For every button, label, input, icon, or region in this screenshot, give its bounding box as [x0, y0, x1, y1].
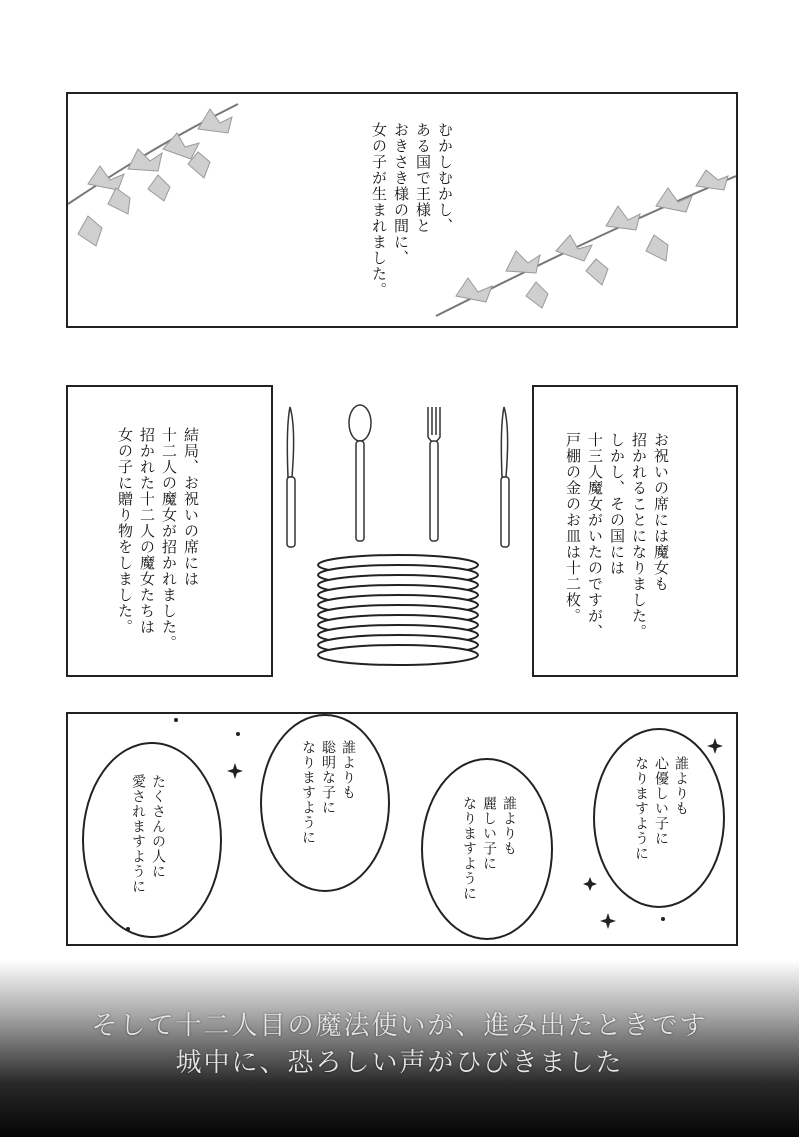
- witches-invited-line-1: 結局、お祝いの席には: [182, 427, 200, 587]
- footer-line-2: 城中に、恐ろしい声がひびきました: [175, 1048, 624, 1078]
- thirteen-witches-narration: [562, 432, 672, 672]
- bubble-loved-line-2: 愛されますように: [130, 774, 146, 894]
- ivy-branch-bottom-right: [416, 156, 736, 326]
- bubble-beautiful-line-3: なりますように: [461, 796, 477, 901]
- panel-witches-invited: [66, 385, 273, 677]
- bubble-beautiful-line-2: 麗しい子に: [481, 796, 497, 871]
- bubble-wise-line-1: 誰よりも: [340, 740, 356, 800]
- sparkle-decorations: [68, 714, 738, 946]
- cutlery-illustration: [278, 395, 528, 675]
- bubble-kind-line-2: 心優しい子に: [653, 756, 669, 846]
- opening-line-1: むかしむかし、: [436, 122, 454, 234]
- thirteen-witches-line-2: 招かれることになりました。: [630, 432, 648, 640]
- thirteen-witches-line-1: お祝いの席には魔女も: [652, 432, 670, 592]
- witches-invited-line-3: 招かれた十二人の魔女たちは: [138, 427, 156, 635]
- panel-blessings: [66, 712, 738, 946]
- bubble-wise-line-3: なりますように: [300, 740, 316, 845]
- witches-invited-line-2: 十二人の魔女が招かれました。: [160, 427, 178, 651]
- opening-narration: [368, 122, 456, 322]
- bubble-beautiful-line-1: 誰よりも: [501, 796, 517, 856]
- thirteen-witches-line-3: しかし、その国には: [608, 432, 626, 576]
- bubble-kind-line-3: なりますように: [633, 756, 649, 861]
- ivy-branch-top-left: [68, 94, 368, 264]
- opening-line-3: おきさき様の間に、: [392, 122, 410, 266]
- thirteen-witches-line-4: 十三人魔女がいたのですが、: [586, 432, 604, 640]
- witches-invited-narration: [114, 427, 202, 667]
- panel-thirteen-witches: [532, 385, 738, 677]
- bubble-loved-line-1: たくさんの人に: [150, 774, 166, 879]
- thirteen-witches-line-5: 戸棚の金のお皿は十二枚。: [564, 432, 582, 624]
- footer-narration-band: [0, 960, 799, 1137]
- footer-line-1: そして十二人目の魔法使いが、進み出たときです: [91, 1011, 708, 1041]
- opening-line-2: ある国で王様と: [414, 122, 432, 234]
- opening-line-4: 女の子が生まれました。: [370, 122, 388, 298]
- bubble-kind-line-1: 誰よりも: [673, 756, 689, 816]
- panel-opening: [66, 92, 738, 328]
- witches-invited-line-4: 女の子に贈り物をしました。: [116, 427, 134, 635]
- bubble-wise-line-2: 聡明な子に: [320, 740, 336, 815]
